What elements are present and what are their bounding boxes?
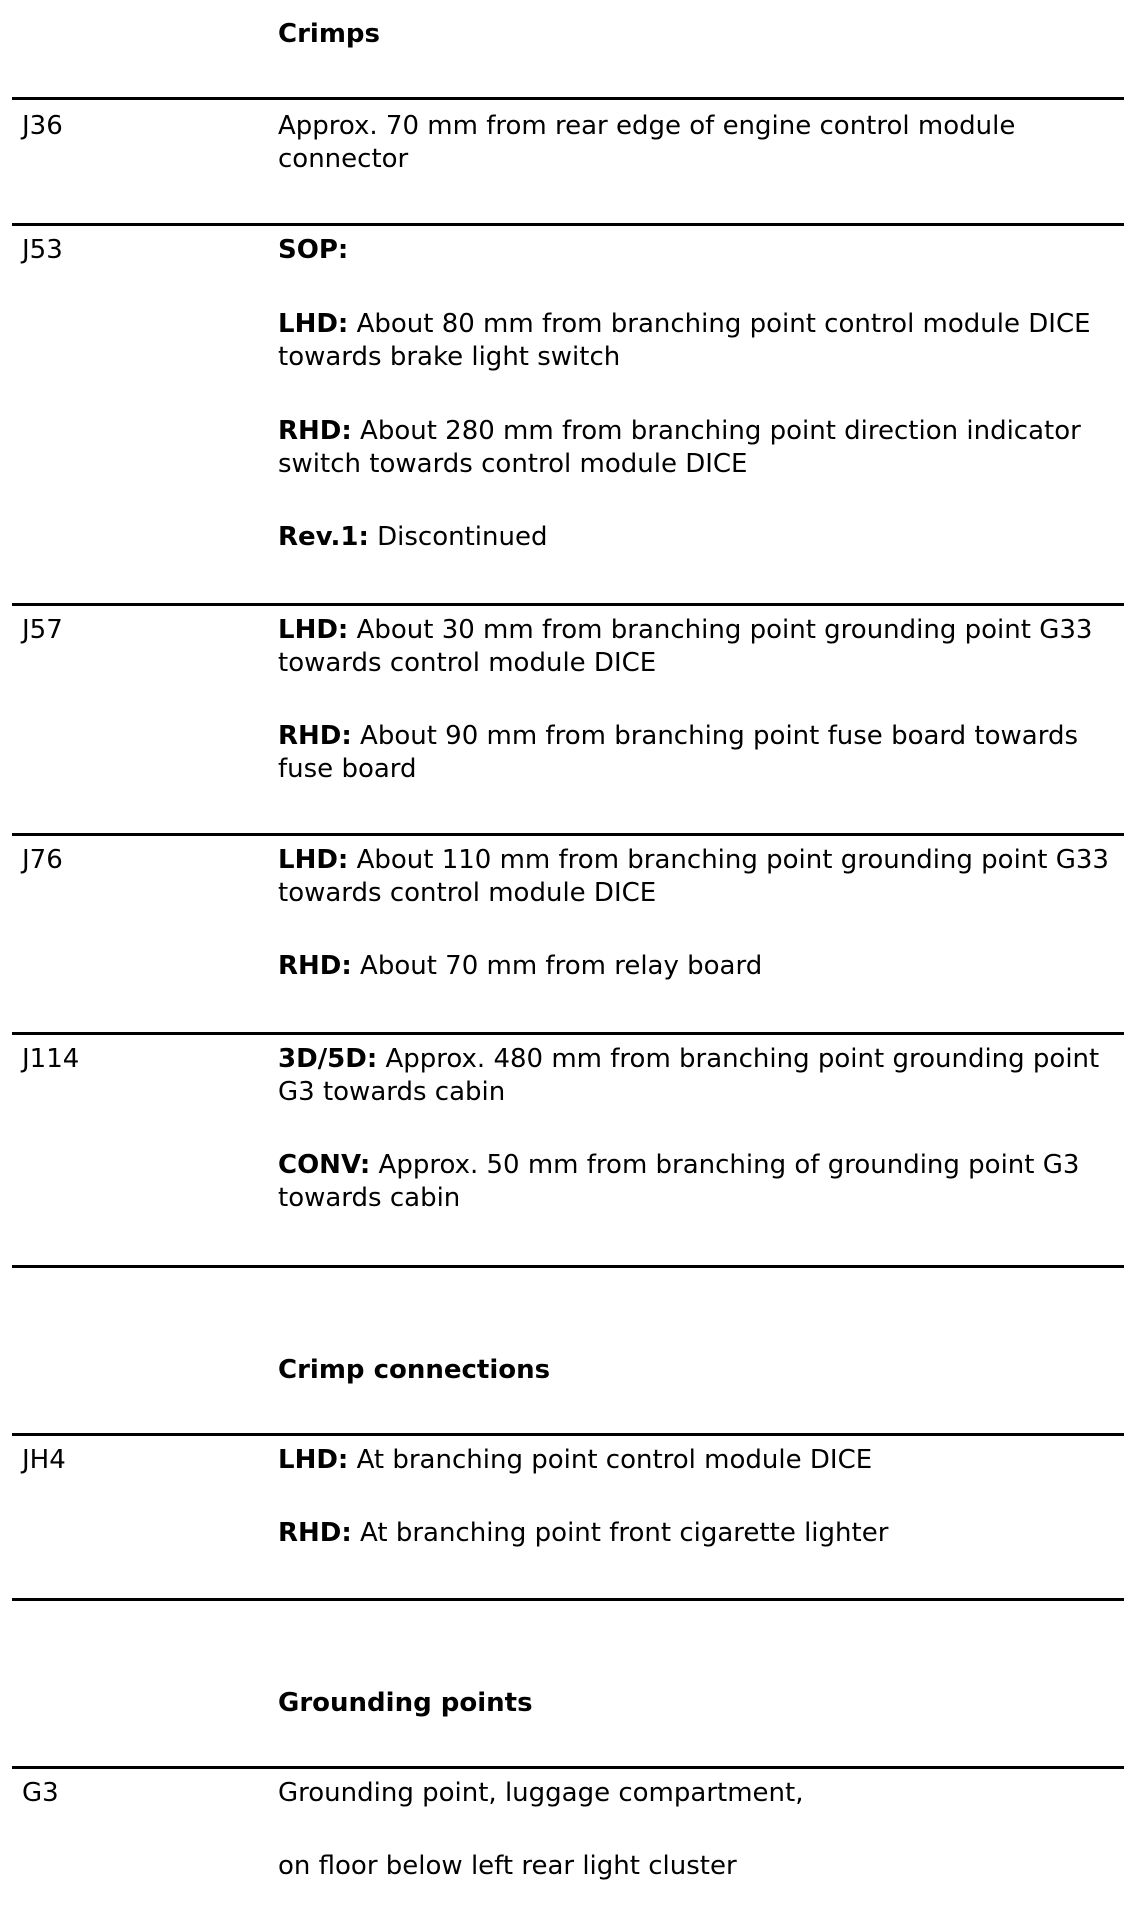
label-3d5d: 3D/5D: <box>278 1044 378 1074</box>
row-divider <box>12 833 1124 836</box>
row-j76-rhd <box>278 950 1118 983</box>
row-code-jh4: JH4 <box>22 1445 66 1475</box>
row-j114-3d5d <box>278 1043 1118 1109</box>
row-j57-rhd <box>278 720 1118 786</box>
row-divider <box>12 1766 1124 1769</box>
row-code-j36: J36 <box>22 111 63 141</box>
row-code-j76: J76 <box>22 845 63 875</box>
row-divider <box>12 1032 1124 1035</box>
row-j76-lhd <box>278 844 1118 910</box>
text-lhd: About 30 mm from branching point grounding point G33 towards control module DICE <box>278 615 1093 678</box>
text-3d5d: Approx. 480 mm from branching point grounding point G3 towards cabin <box>278 1044 1100 1107</box>
label-rhd: RHD: <box>278 721 352 751</box>
row-text-j36: Approx. 70 mm from rear edge of engine control module connector <box>278 111 1016 174</box>
label-lhd: LHD: <box>278 615 349 645</box>
row-code-j53: J53 <box>22 235 63 265</box>
label-sop: SOP: <box>278 235 349 265</box>
row-divider <box>12 1598 1124 1601</box>
row-j53-lhd <box>278 308 1118 374</box>
row-code-j57: J57 <box>22 615 63 645</box>
row-code-j114: J114 <box>22 1044 80 1074</box>
row-divider <box>12 603 1124 606</box>
text-lhd: About 80 mm from branching point control module DICE towards brake light switch <box>278 309 1091 372</box>
row-code-g3: G3 <box>22 1778 59 1808</box>
text-rhd: About 70 mm from relay board <box>351 951 763 981</box>
row-j114-conv <box>278 1149 1118 1215</box>
label-rhd: RHD: <box>278 1518 352 1548</box>
row-j57-lhd <box>278 614 1118 680</box>
row-g3-line2: on floor below left rear light cluster <box>278 1851 737 1881</box>
text-rhd: At branching point front cigarette lighter <box>351 1518 889 1548</box>
section-heading-grounding-points: Grounding points <box>278 1688 533 1718</box>
row-jh4-lhd <box>278 1444 1118 1477</box>
text-rev: Discontinued <box>368 522 548 552</box>
row-jh4-rhd <box>278 1517 1118 1550</box>
label-rhd: RHD: <box>278 416 352 446</box>
text-rhd: About 280 mm from branching point direction indicator switch towards control module DICE <box>278 416 1081 479</box>
label-lhd: LHD: <box>278 1445 349 1475</box>
label-lhd: LHD: <box>278 845 349 875</box>
section-heading-crimps: Crimps <box>278 19 380 49</box>
row-divider <box>12 223 1124 226</box>
text-rhd: About 90 mm from branching point fuse board towards fuse board <box>278 721 1078 784</box>
row-j53-rev <box>278 521 1118 554</box>
label-conv: CONV: <box>278 1150 371 1180</box>
row-j53-sop <box>278 234 1118 267</box>
text-conv: Approx. 50 mm from branching of grounding point G3 towards cabin <box>278 1150 1080 1213</box>
text-lhd: About 110 mm from branching point grounding point G33 towards control module DICE <box>278 845 1109 908</box>
row-divider <box>12 97 1124 100</box>
label-lhd: LHD: <box>278 309 349 339</box>
row-divider <box>12 1265 1124 1268</box>
label-rev: Rev.1: <box>278 522 369 552</box>
text-lhd: At branching point control module DICE <box>348 1445 873 1475</box>
section-heading-crimp-connections: Crimp connections <box>278 1355 551 1385</box>
row-divider <box>12 1433 1124 1436</box>
label-rhd: RHD: <box>278 951 352 981</box>
row-j53-rhd <box>278 415 1118 481</box>
row-g3-line1: Grounding point, luggage compartment, <box>278 1778 804 1808</box>
